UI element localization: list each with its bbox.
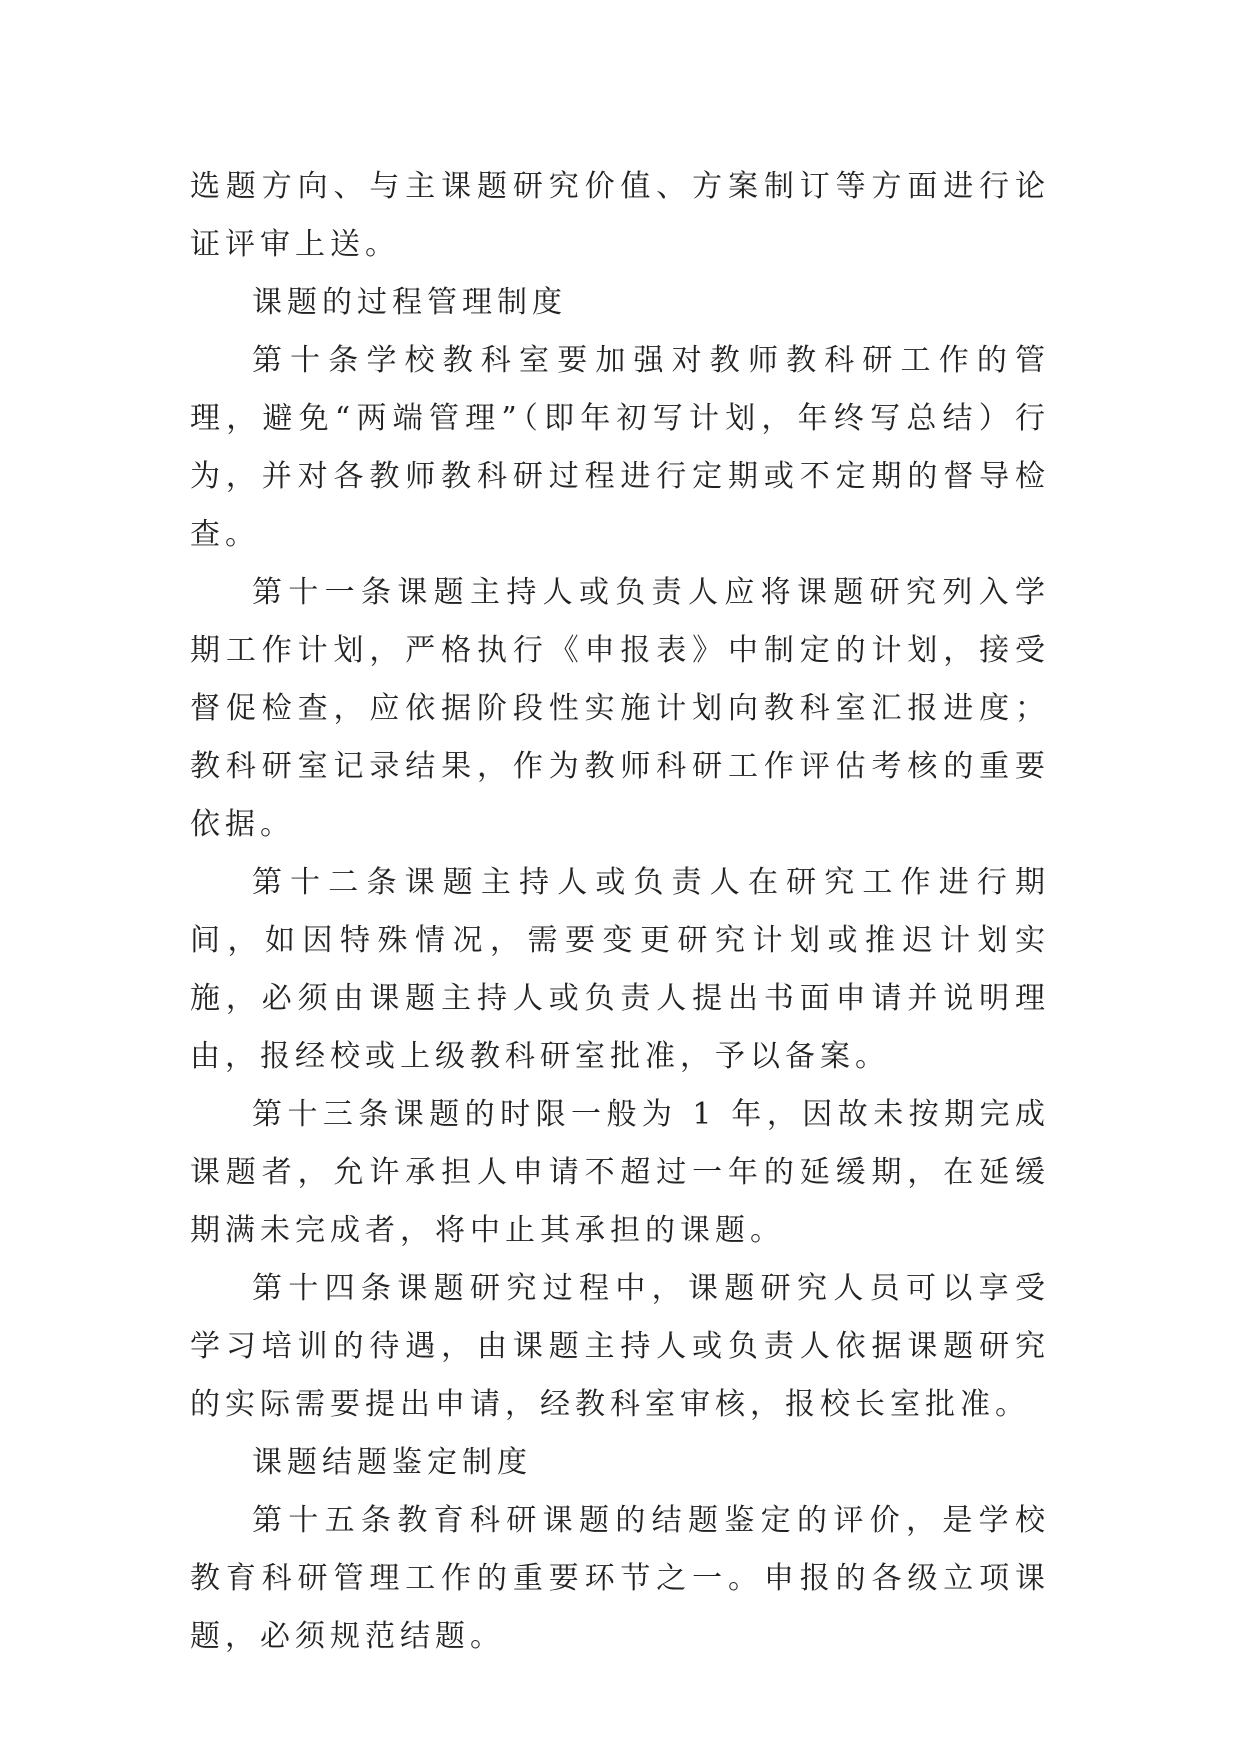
section-heading-process-management: 课题的过程管理制度 [252,285,567,320]
article-12: 第十二条课题主持人或负责人在研究工作进行期间，如因特殊情况，需要变更研究计划或推迟计划实施，必须由课题主持人或负责人提出书面申请并说明理由，报经校或上级教科研室批准，予以备案。 [190,865,1050,1074]
article-13: 第十三条课题的时限一般为 1 年，因故未按期完成课题者，允许承担人申请不超过一年的延缓期，在延缓期满未完成者，将中止其承担的课题。 [190,1097,1050,1248]
paragraph-continuation: 选题方向、与主课题研究价值、方案制订等方面进行论证评审上送。 [190,169,1050,262]
article-14: 第十四条课题研究过程中，课题研究人员可以享受学习培训的待遇，由课题主持人或负责人依据课题研究的实际需要提出申请，经教科室审核，报校长室批准。 [190,1271,1050,1422]
article-10: 第十条学校教科室要加强对教师教科研工作的管理，避免“两端管理”（即年初写计划，年终写总结）行为，并对各教师教科研过程进行定期或不定期的督导检查。 [190,343,1050,552]
article-15: 第十五条教育科研课题的结题鉴定的评价，是学校教育科研管理工作的重要环节之一。申报的各级立项课题，必须规范结题。 [190,1503,1050,1654]
article-11: 第十一条课题主持人或负责人应将课题研究列入学期工作计划，严格执行《申报表》中制定的计划，接受督促检查，应依据阶段性实施计划向教科室汇报进度；教科研室记录结果，作为教师科研工作评估考核的重要依据。 [190,575,1050,842]
section-heading-completion-appraisal: 课题结题鉴定制度 [252,1445,532,1480]
document-body [190,158,1050,1666]
